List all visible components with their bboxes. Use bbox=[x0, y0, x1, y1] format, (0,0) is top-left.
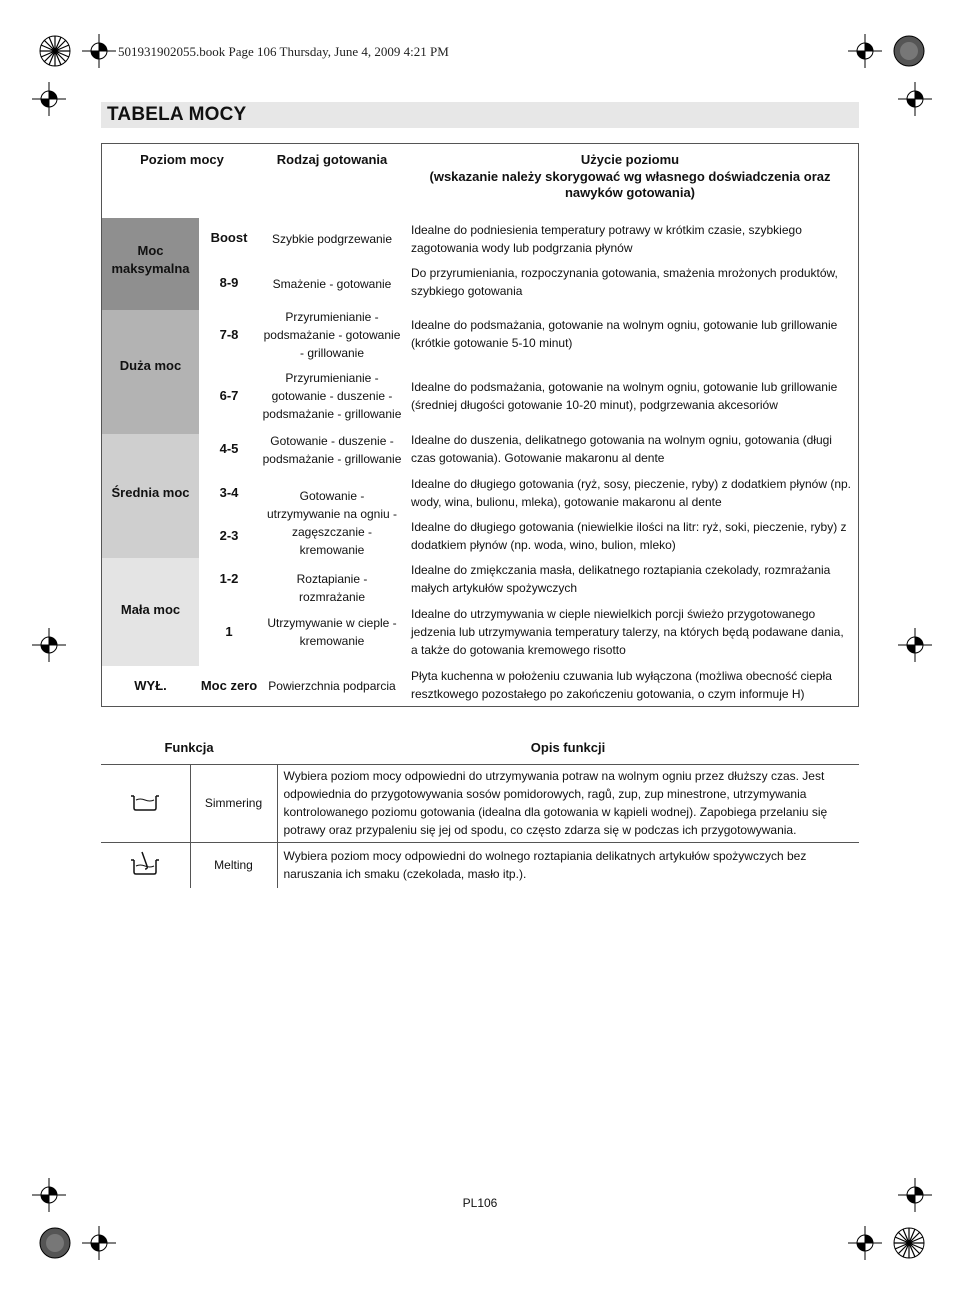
usage-description: Płyta kuchenna w położeniu czuwania lub wyłączona (możliwa obecność ciepła resztkowego pozostałego po zakończeniu gotowania, o czym informuje H) bbox=[411, 669, 832, 701]
group-medium-label: Średnia moc bbox=[111, 485, 190, 500]
registration-dot-icon bbox=[892, 34, 926, 68]
registration-crosshair-icon bbox=[82, 1226, 116, 1260]
group-low-label: Mała moc bbox=[120, 602, 181, 617]
level-value: 7-8 bbox=[219, 327, 239, 342]
registration-crosshair-icon bbox=[848, 1226, 882, 1260]
level-value: 6-7 bbox=[219, 388, 239, 403]
function-description: Wybiera poziom mocy odpowiedni do utrzymywania potraw na wolnym ogniu przez dłuższy czas. Jest odpowiednia do przygotowywania sosów pomidorowych, ragů, zup, zup minestrone, utrzymywania kontrolowanego poziomu gotowania (idealna dla gotowania w kąpieli wodnej). Zapobiega przelaniu się potrawy oraz przypaleniu się jej od spodu, co często zdarza się w podczas ich przygotowywania. bbox=[277, 764, 859, 842]
function-name: Simmering bbox=[190, 764, 277, 842]
cooking-type: Gotowanie - duszenie - podsmażanie - grillowanie bbox=[262, 434, 402, 466]
level-value: Moc zero bbox=[200, 678, 258, 693]
function-table bbox=[101, 733, 859, 888]
level-value: 2-3 bbox=[219, 528, 239, 543]
book-header: 501931902055.book Page 106 Thursday, June 4, 2009 4:21 PM bbox=[118, 44, 449, 59]
registration-crosshair-icon bbox=[32, 82, 66, 116]
page-number: PL106 bbox=[462, 1196, 498, 1210]
group-high-label: Duża moc bbox=[119, 358, 182, 373]
section-title-bar bbox=[101, 102, 859, 128]
section-title: TABELA MOCY bbox=[107, 104, 247, 125]
usage-description: Idealne do utrzymywania w cieple niewielkich porcji świeżo przygotowanego jedzenia lub utrzymywania temperatury talerzy, na których będą podawane dania, a także do gotowania kremowego risotto bbox=[411, 607, 844, 657]
registration-crosshair-icon bbox=[848, 34, 882, 68]
cooking-type: Gotowanie - utrzymywanie na ogniu - zagęszczanie - kremowanie bbox=[266, 489, 398, 557]
cooking-type: Szybkie podgrzewanie bbox=[271, 232, 393, 246]
header-usage: Użycie poziomu bbox=[580, 152, 680, 167]
usage-description: Idealne do duszenia, delikatnego gotowania na wolnym ogniu, gotowania (długi czas gotowania). Gotowanie makaronu al dente bbox=[411, 433, 832, 465]
function-name: Melting bbox=[190, 842, 277, 888]
cooking-type: Przyrumienianie - podsmażanie - gotowanie - grillowanie bbox=[263, 310, 401, 360]
usage-description: Idealne do długiego gotowania (niewielkie ilości na litr: ryż, soki, pieczenie, ryby) z dodatkiem płynów (np. woda, wino, bulion, mleko) bbox=[411, 520, 847, 552]
function-icon-cell bbox=[101, 842, 190, 888]
cooking-type: Roztapianie - rozmrażanie bbox=[296, 572, 368, 604]
level-value: 8-9 bbox=[219, 275, 239, 290]
melting-pot-icon bbox=[130, 865, 160, 879]
header-type: Rodzaj gotowania bbox=[276, 152, 388, 167]
level-value: Boost bbox=[210, 230, 248, 245]
function-icon-cell bbox=[101, 764, 190, 842]
header-usage-note: (wskazanie należy skorygować wg własnego doświadczenia oraz nawyków gotowania) bbox=[429, 169, 831, 200]
usage-description: Do przyrumieniania, rozpoczynania gotowania, smażenia mrożonych produktów, szybkiego gotowania bbox=[411, 266, 838, 298]
level-value: 1 bbox=[225, 624, 233, 639]
function-description: Wybiera poziom mocy odpowiedni do wolnego roztapiania delikatnych artykułów spożywczych bez naruszania ich smaku (czekolada, masło itp.). bbox=[277, 842, 859, 888]
header-description: Opis funkcji bbox=[277, 733, 859, 764]
usage-description: Idealne do podsmażania, gotowanie na wolnym ogniu, gotowanie lub grillowanie (krótkie gotowanie 5-10 minut) bbox=[411, 318, 838, 350]
group-max-label: Moc maksymalna bbox=[111, 243, 190, 276]
registration-crosshair-icon bbox=[898, 628, 932, 662]
registration-mark-icon bbox=[38, 34, 72, 68]
power-table bbox=[101, 143, 859, 707]
cooking-type: Powierzchnia podparcia bbox=[268, 679, 396, 693]
registration-crosshair-icon bbox=[898, 82, 932, 116]
usage-description: Idealne do zmiękczania masła, delikatnego roztapiania czekolady, rozmrażania małych artykułów spożywczych bbox=[411, 563, 831, 595]
header-function: Funkcja bbox=[101, 733, 277, 764]
cooking-type: Utrzymywanie w cieple - kremowanie bbox=[267, 616, 397, 648]
level-value: 4-5 bbox=[219, 441, 239, 456]
usage-description: Idealne do podsmażania, gotowanie na wolnym ogniu, gotowanie lub grillowanie (średniej długości gotowanie 10-20 minut), podgrzewania akcesoriów bbox=[411, 380, 838, 412]
level-value: 3-4 bbox=[219, 485, 239, 500]
registration-mark-icon bbox=[892, 1226, 926, 1260]
usage-description: Idealne do długiego gotowania (ryż, sosy, pieczenie, ryby) z dodatkiem płynów (np. wody, wina, bulionu, mleka), gotowanie makaronu al dente bbox=[411, 477, 852, 509]
group-off-label: WYŁ. bbox=[134, 678, 167, 693]
header-level: Poziom mocy bbox=[140, 152, 224, 167]
registration-dot-icon bbox=[38, 1226, 72, 1260]
registration-crosshair-icon bbox=[82, 34, 116, 68]
registration-crosshair-icon bbox=[32, 628, 66, 662]
level-value: 1-2 bbox=[219, 571, 239, 586]
cooking-type: Przyrumienianie - gotowanie - duszenie - podsmażanie - grillowanie bbox=[262, 371, 402, 421]
cooking-type: Smażenie - gotowanie bbox=[272, 277, 392, 291]
simmering-pot-icon bbox=[130, 801, 160, 815]
usage-description: Idealne do podniesienia temperatury potrawy w krótkim czasie, szybkiego zagotowania wody lub podgrzania płynów bbox=[411, 223, 802, 255]
